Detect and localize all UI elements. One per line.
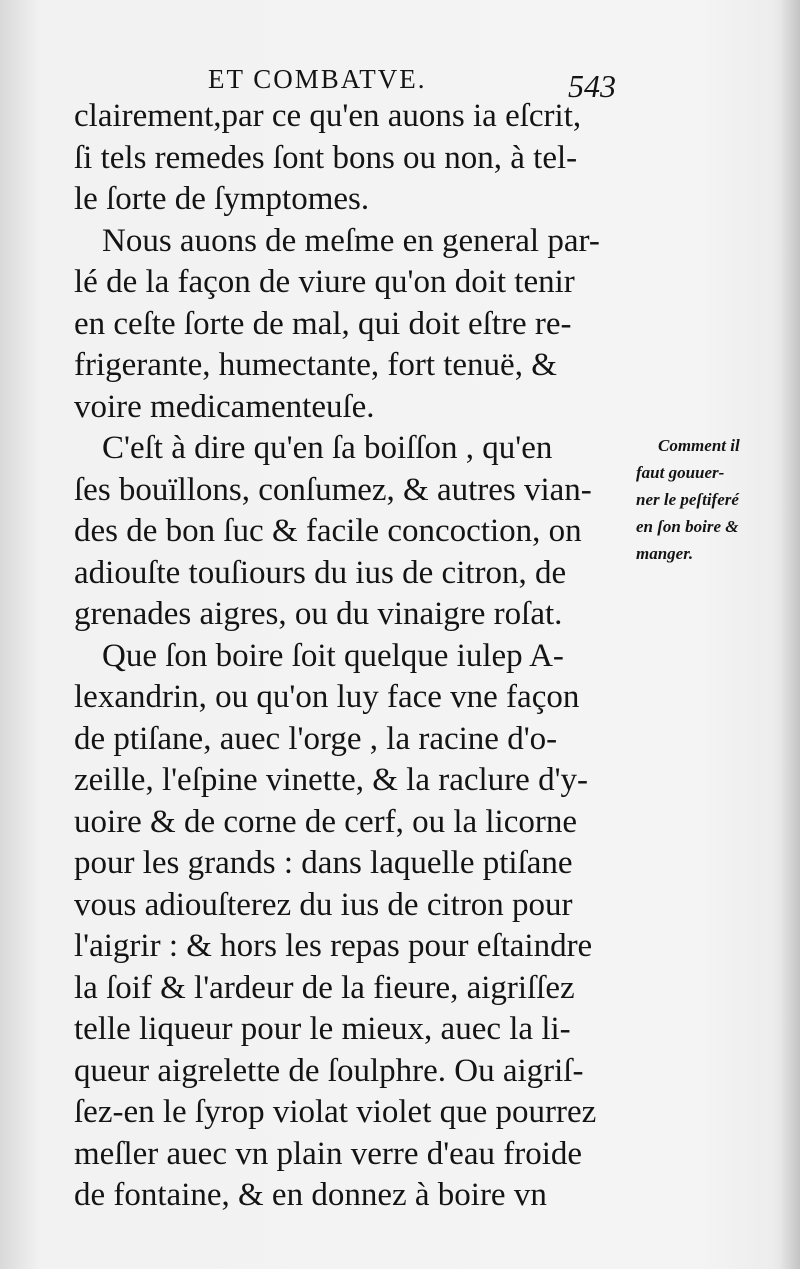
text-line: frigerante, humectante, fort tenuë, &: [74, 347, 557, 383]
text-line: adiouſte touſiours du ius de citron, de: [74, 554, 567, 591]
page-number: 543: [568, 68, 616, 104]
page-header: [0, 52, 800, 104]
margin-note-line: Comment il: [658, 436, 740, 455]
margin-note-line: manger.: [636, 544, 694, 563]
text-line: meſler auec vn plain verre d'eau froide: [74, 1135, 583, 1172]
text-line: la ſoif & l'ardeur de la fieure, aigriſſez: [74, 969, 575, 1006]
text-line: de fontaine, & en donnez à boire vn: [74, 1177, 547, 1213]
margin-note-line: ner le peſtiferé: [636, 490, 739, 509]
text-line: vous adiouſterez du ius de citron pour: [74, 886, 573, 923]
paragraph-start-line: Nous auons de meſme en general par-: [102, 222, 600, 259]
text-line: zeille, l'eſpine vinette, & la raclure d'y-: [74, 762, 588, 798]
text-line: l'aigrir : & hors les repas pour eſtaindre: [74, 928, 593, 964]
text-line: queur aigrelette de ſoulphre. Ou aigriſ-: [74, 1052, 584, 1089]
text-line: clairement,par ce qu'en auons ia eſcrit,: [74, 98, 582, 134]
text-line: lexandrin, ou qu'on luy face vne façon: [74, 679, 580, 715]
margin-note-line: en ſon boire &: [636, 517, 739, 536]
text-line: grenades aigres, ou du vinaigre roſat.: [74, 596, 563, 632]
margin-note-line: faut gouuer-: [636, 463, 725, 482]
text-line: en ceſte ſorte de mal, qui doit eſtre re-: [74, 305, 572, 342]
text-line: voire medicamenteuſe.: [74, 388, 375, 425]
paragraph-start-line: Que ſon boire ſoit quelque iulep A-: [102, 637, 564, 674]
text-line: pour les grands : dans laquelle ptiſane: [74, 845, 573, 881]
text-line: lé de la façon de viure qu'on doit tenir: [74, 264, 575, 300]
margin-note: [636, 432, 796, 567]
running-head: ET COMBATVE.: [208, 64, 427, 94]
text-line: de ptiſane, auec l'orge , la racine d'o-: [74, 720, 558, 757]
paragraph-start-line: C'eſt à dire qu'en ſa boiſſon , qu'en: [102, 430, 553, 466]
text-line: le ſorte de ſymptomes.: [74, 181, 370, 217]
text-line: ſes bouïllons, conſumez, & autres vian-: [74, 471, 592, 508]
text-line: ſi tels remedes ſont bons ou non, à tel-: [74, 139, 578, 176]
text-line: ſez-en le ſyrop violat violet que pourrez: [74, 1094, 597, 1130]
text-line: uoire & de corne de cerf, ou la licorne: [74, 803, 578, 840]
body-text: [74, 96, 634, 1217]
text-line: telle liqueur pour le mieux, auec la li-: [74, 1011, 571, 1047]
page-edge-shadow: [772, 0, 800, 1269]
text-line: des de bon ſuc & facile concoction, on: [74, 513, 582, 549]
